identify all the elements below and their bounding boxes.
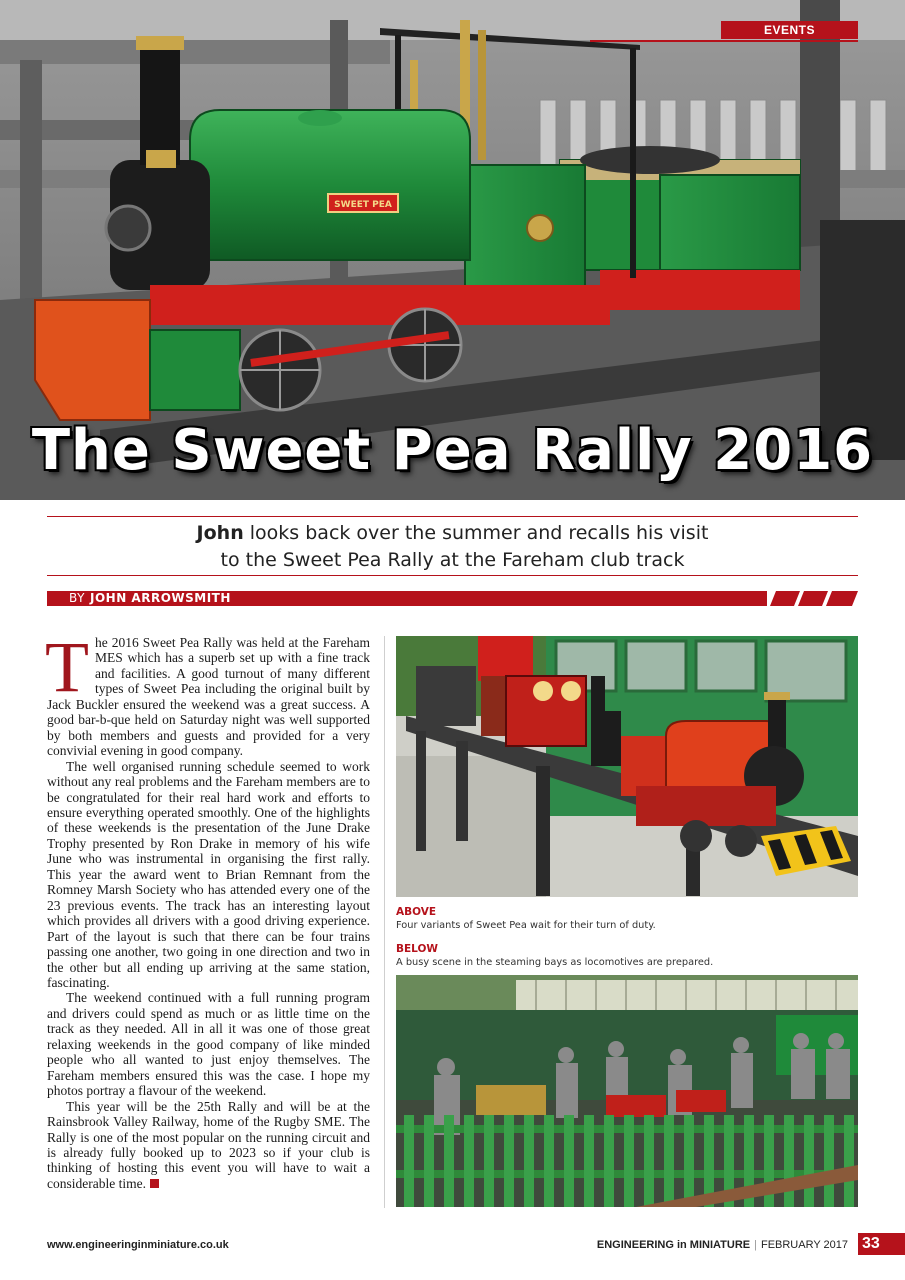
article-paragraph xyxy=(47,1099,370,1192)
caption-below-text: A busy scene in the steaming bays as locomotives are prepared. xyxy=(396,957,714,968)
standfirst-name: John xyxy=(196,522,244,544)
page-number: 33 xyxy=(858,1233,905,1255)
column-divider xyxy=(384,636,385,1208)
standfirst-line-2: to the Sweet Pea Rally at the Fareham club track xyxy=(220,549,685,571)
caption-above-text: Four variants of Sweet Pea wait for their turn of duty. xyxy=(396,920,656,931)
steaming-bays-illustration xyxy=(396,975,858,1207)
article-paragraph: The weekend continued with a full running program and drivers could spend as much or as little time on the track as they needed. All in all it was one of those great relaxing weekends in the good company of like minded people who all wanted to just enjoy themselves. The Fareham members ensured this was the case. I hope my photos portray a flavour of the weekend. xyxy=(47,990,370,1099)
byline-bar xyxy=(47,591,767,606)
section-tag: EVENTS xyxy=(721,21,858,39)
photo-steaming-bays xyxy=(396,975,858,1207)
end-mark-icon xyxy=(150,1179,159,1188)
footer-website: www.engineeringinminiature.co.uk xyxy=(47,1239,229,1251)
page-title: The Sweet Pea Rally 2016 xyxy=(31,418,874,483)
nameplate-text: SWEET PEA xyxy=(334,200,392,210)
standfirst-top-rule xyxy=(47,516,858,517)
footer-magazine-issue xyxy=(597,1239,848,1251)
standfirst-line-1-text: looks back over the summer and recalls his visit xyxy=(243,522,709,544)
article-paragraph-text: This year will be the 25th Rally and will be at the Rainsbrook Valley Railway, home of the Rugby SME. The Rally is one of the most popular on the running circuit and is already fully booked up to 2023 so if your club is thinking of hosting this event you will have to wait a considerable time. xyxy=(47,1098,370,1191)
footer-issue-date: FEBRUARY 2017 xyxy=(760,1239,848,1251)
byline-prefix: BY xyxy=(69,591,85,605)
byline-stripes xyxy=(770,591,860,606)
drop-cap: T xyxy=(45,627,89,707)
standfirst xyxy=(47,520,858,574)
article-paragraph-text: he 2016 Sweet Pea Rally was held at the Fareham MES which has a superb set up with a fine track and facilities. A good turnout of many different types of Sweet Pea including the original built by Jack Buckler ensured the weekend was a great success. A good bar-b-que held on Saturday night was well supported by both members and guests and provided for a very convivial evening in good company. xyxy=(47,635,370,759)
hero-photo xyxy=(0,0,905,500)
section-tag-rule xyxy=(590,40,858,42)
caption-below-label: BELOW xyxy=(396,943,438,955)
photo-locomotives-lineup xyxy=(396,636,858,897)
footer-magazine-name: ENGINEERING in MINIATURE xyxy=(596,1239,751,1251)
caption-above-label: ABOVE xyxy=(396,906,437,918)
article-paragraph xyxy=(45,627,370,759)
locomotives-lineup-illustration xyxy=(396,636,858,897)
standfirst-bottom-rule xyxy=(47,575,858,576)
footer-separator: | xyxy=(754,1239,757,1251)
article-paragraph: The well organised running schedule seemed to work without any real problems and the Fareham members are to be congratulated for their real hard work and efforts to ensure everything operated smoothly. One of the highlights of these weekends is the presentation of the June Drake Trophy presented by Ron Drake in memory of his wife June who was instrumental in organising the first rally. This year the award went to Brian Remnant from the Romney Marsh Society who has attended every one of the 23 previous events. The track has an interesting layout which provides all drivers with a good driving experience. Part of the layout is such that there can be four trains passing one another, two going in one direction and two in the other but all ending up arriving at the same station, fascinating. xyxy=(47,758,370,990)
standfirst-line-1 xyxy=(47,520,858,547)
byline-author: JOHN ARROWSMITH xyxy=(90,591,231,605)
article-body xyxy=(45,627,370,1191)
